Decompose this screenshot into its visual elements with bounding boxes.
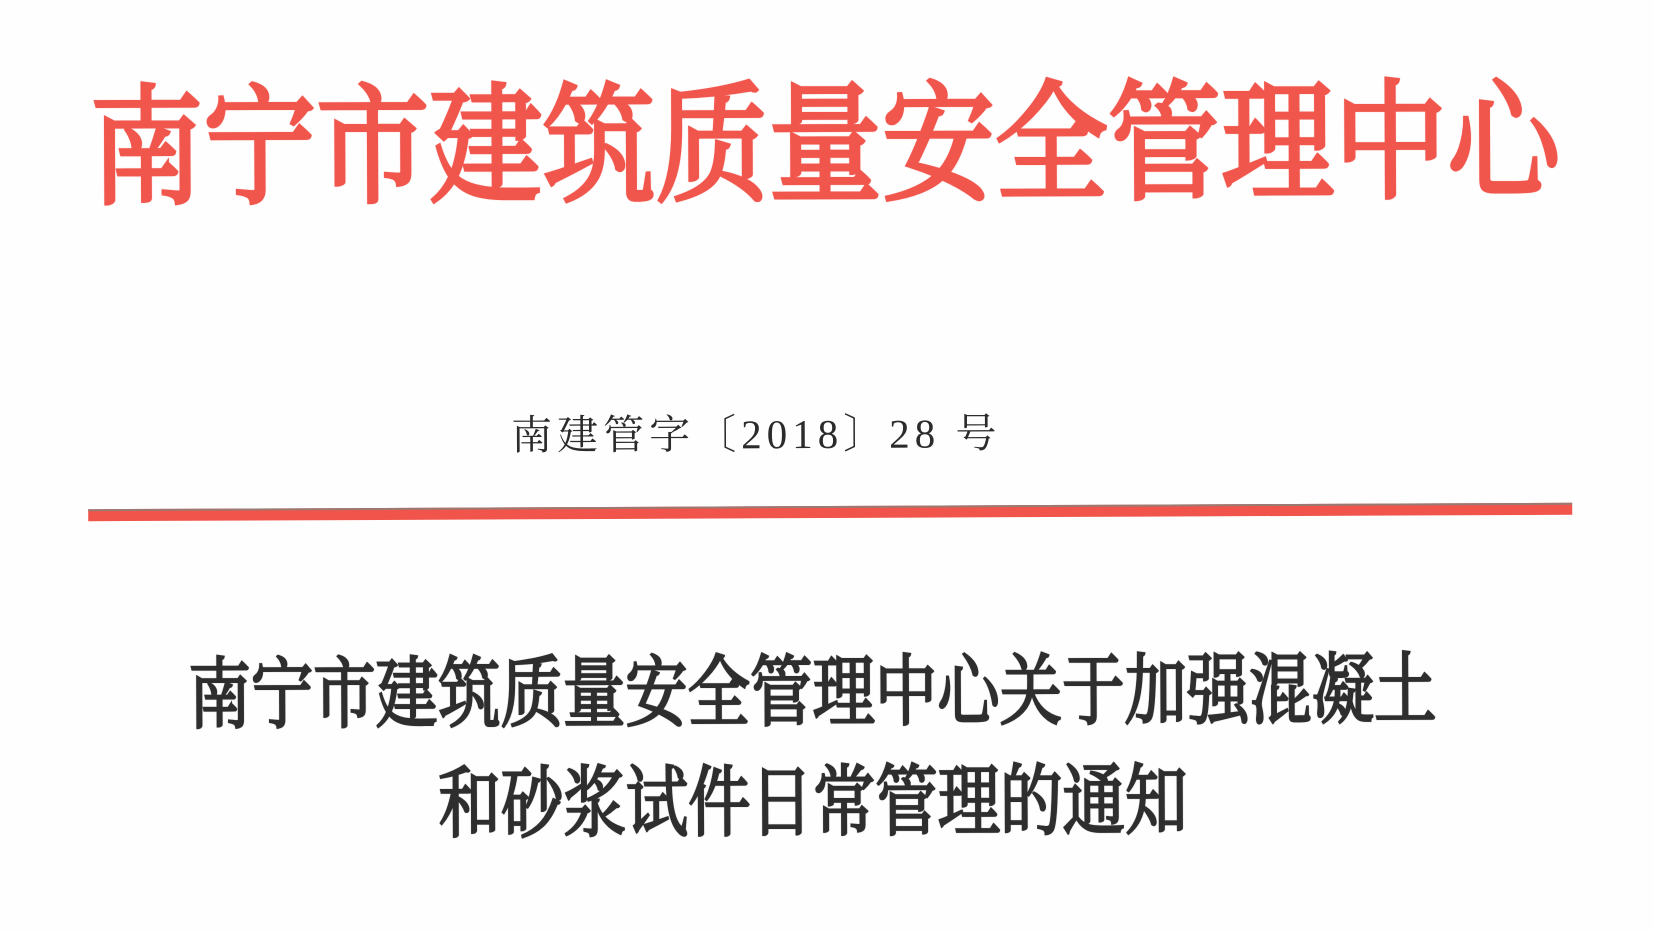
red-divider-rule xyxy=(88,503,1572,521)
document-title xyxy=(1,634,1653,861)
document-title-line-1: 南宁市建筑质量安全管理中心关于加强混凝土 xyxy=(188,646,1437,739)
letterhead-org-name: 南宁市建筑质量安全管理中心 xyxy=(89,71,1561,223)
doc-reference-number: 南建管字〔2018〕28 号 xyxy=(511,410,1002,459)
document-title-line-2: 和砂浆试件日常管理的通知 xyxy=(438,757,1188,848)
